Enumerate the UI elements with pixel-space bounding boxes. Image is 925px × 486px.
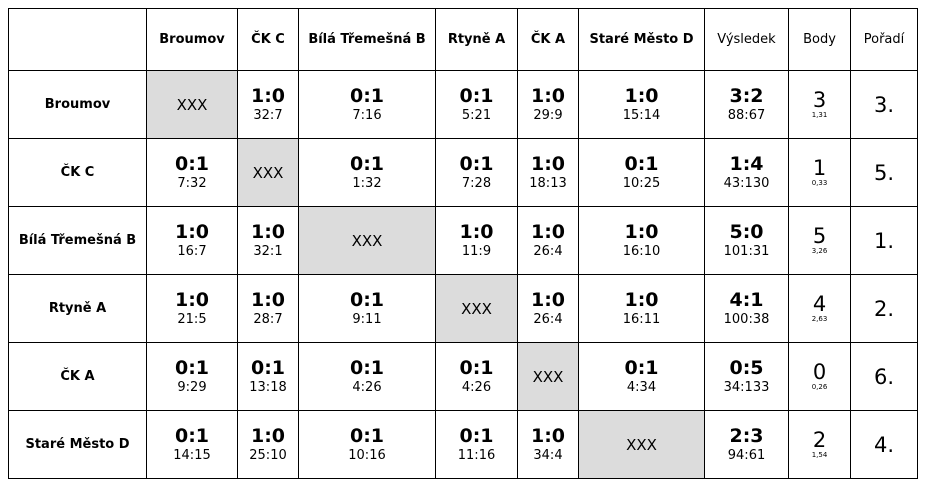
match-points: 14:15 xyxy=(173,448,211,463)
match-score: 1:0 xyxy=(459,221,494,243)
match-score: 0:1 xyxy=(174,425,210,447)
result-points: 43:130 xyxy=(723,176,770,191)
result-points: 101:31 xyxy=(723,244,770,259)
match-points: 15:14 xyxy=(622,108,661,123)
table-row xyxy=(9,139,918,207)
match-score: 0:1 xyxy=(349,289,385,311)
match-cell xyxy=(147,411,238,479)
match-cell xyxy=(299,71,436,139)
match-cell xyxy=(238,71,299,139)
match-cell xyxy=(518,71,579,139)
match-cell xyxy=(238,411,299,479)
match-score: 0:1 xyxy=(624,153,659,175)
header-team: Rtyně A xyxy=(436,9,518,71)
match-points: 7:28 xyxy=(461,176,492,191)
header-team: Staré Město D xyxy=(579,9,705,71)
match-cell xyxy=(436,139,518,207)
header-team: Broumov xyxy=(147,9,238,71)
match-score: 1:0 xyxy=(624,289,659,311)
points-ratio: 1,31 xyxy=(811,111,828,119)
result-cell xyxy=(705,139,789,207)
header-row xyxy=(9,9,918,71)
match-score: 1:0 xyxy=(530,425,566,447)
match-score: 1:0 xyxy=(250,289,286,311)
match-points: 29:9 xyxy=(533,108,563,123)
match-score: 0:1 xyxy=(174,357,210,379)
match-score: 0:1 xyxy=(349,85,385,107)
result-cell xyxy=(705,207,789,275)
self-match-cell: XXX xyxy=(518,343,579,411)
match-points: 16:10 xyxy=(622,244,661,259)
header-rank: Pořadí xyxy=(851,9,918,71)
match-points: 16:7 xyxy=(177,244,207,259)
match-points: 34:4 xyxy=(533,448,563,463)
result-points: 34:133 xyxy=(723,380,770,395)
rank-cell: 5. xyxy=(851,139,918,207)
match-score: 1:0 xyxy=(530,289,566,311)
match-cell xyxy=(299,411,436,479)
row-team-name: Rtyně A xyxy=(9,275,147,343)
match-cell xyxy=(299,275,436,343)
match-cell xyxy=(436,343,518,411)
match-points: 5:21 xyxy=(461,108,492,123)
points-value: 5 xyxy=(812,224,827,248)
points-ratio: 1,54 xyxy=(811,451,828,459)
result-cell xyxy=(705,275,789,343)
match-cell xyxy=(238,207,299,275)
match-score: 0:1 xyxy=(624,357,659,379)
match-points: 16:11 xyxy=(622,312,661,327)
points-cell xyxy=(789,71,851,139)
match-points: 32:7 xyxy=(253,108,283,123)
match-score: 1:0 xyxy=(530,153,566,175)
self-match-cell: XXX xyxy=(436,275,518,343)
points-ratio: 3,26 xyxy=(811,247,828,255)
table-row xyxy=(9,71,918,139)
match-points: 4:26 xyxy=(352,380,382,395)
row-team-name: Staré Město D xyxy=(9,411,147,479)
match-cell xyxy=(147,207,238,275)
points-value: 0 xyxy=(812,360,827,384)
match-cell xyxy=(579,139,705,207)
result-score: 3:2 xyxy=(729,85,764,107)
rank-cell: 4. xyxy=(851,411,918,479)
match-points: 10:25 xyxy=(622,176,661,191)
match-score: 0:1 xyxy=(459,425,494,447)
match-score: 1:0 xyxy=(250,85,286,107)
result-score: 1:4 xyxy=(729,153,764,175)
result-score: 4:1 xyxy=(729,289,764,311)
match-cell xyxy=(579,275,705,343)
points-ratio: 0,33 xyxy=(811,179,828,187)
match-score: 1:0 xyxy=(530,221,566,243)
table-row xyxy=(9,343,918,411)
standings-table xyxy=(8,8,918,479)
match-points: 7:32 xyxy=(177,176,207,191)
match-score: 0:1 xyxy=(349,357,385,379)
match-cell xyxy=(518,411,579,479)
match-score: 1:0 xyxy=(250,221,286,243)
match-cell xyxy=(436,71,518,139)
match-score: 0:1 xyxy=(349,425,385,447)
match-cell xyxy=(579,343,705,411)
match-points: 9:11 xyxy=(352,312,382,327)
match-points: 32:1 xyxy=(253,244,283,259)
match-cell xyxy=(579,207,705,275)
rank-cell: 2. xyxy=(851,275,918,343)
result-points: 94:61 xyxy=(727,448,766,463)
table-row xyxy=(9,275,918,343)
match-cell xyxy=(579,71,705,139)
points-ratio: 0,26 xyxy=(811,383,828,391)
row-team-name: ČK A xyxy=(9,343,147,411)
match-cell xyxy=(518,207,579,275)
match-score: 0:1 xyxy=(459,153,494,175)
match-score: 0:1 xyxy=(459,357,494,379)
match-score: 1:0 xyxy=(174,221,210,243)
header-team: ČK A xyxy=(518,9,579,71)
match-points: 10:16 xyxy=(348,448,386,463)
row-team-name: Broumov xyxy=(9,71,147,139)
rank-cell: 1. xyxy=(851,207,918,275)
result-score: 0:5 xyxy=(729,357,764,379)
header-team: ČK C xyxy=(238,9,299,71)
result-points: 88:67 xyxy=(727,108,766,123)
match-points: 25:10 xyxy=(249,448,287,463)
points-value: 2 xyxy=(812,428,827,452)
header-points: Body xyxy=(789,9,851,71)
rank-cell: 3. xyxy=(851,71,918,139)
match-score: 1:0 xyxy=(174,289,210,311)
match-cell xyxy=(238,275,299,343)
header-result: Výsledek xyxy=(705,9,789,71)
match-cell xyxy=(147,275,238,343)
header-team: Bílá Třemešná B xyxy=(299,9,436,71)
table-row xyxy=(9,411,918,479)
match-points: 26:4 xyxy=(533,312,563,327)
result-cell xyxy=(705,411,789,479)
result-cell xyxy=(705,343,789,411)
match-cell xyxy=(518,139,579,207)
match-score: 0:1 xyxy=(459,85,494,107)
match-score: 0:1 xyxy=(250,357,286,379)
match-points: 7:16 xyxy=(352,108,382,123)
result-points: 100:38 xyxy=(723,312,770,327)
result-cell xyxy=(705,71,789,139)
match-score: 1:0 xyxy=(250,425,286,447)
match-cell xyxy=(299,139,436,207)
points-cell xyxy=(789,207,851,275)
match-points: 11:16 xyxy=(457,448,496,463)
match-cell xyxy=(436,207,518,275)
match-points: 21:5 xyxy=(177,312,207,327)
points-value: 3 xyxy=(812,88,827,112)
points-value: 4 xyxy=(812,292,827,316)
match-cell xyxy=(299,343,436,411)
points-value: 1 xyxy=(812,156,827,180)
self-match-cell: XXX xyxy=(579,411,705,479)
match-points: 11:9 xyxy=(461,244,492,259)
match-points: 13:18 xyxy=(249,380,287,395)
match-score: 0:1 xyxy=(174,153,210,175)
match-cell xyxy=(436,411,518,479)
match-cell xyxy=(518,275,579,343)
table-row xyxy=(9,207,918,275)
match-points: 4:26 xyxy=(461,380,492,395)
self-match-cell: XXX xyxy=(299,207,436,275)
points-cell xyxy=(789,139,851,207)
match-points: 9:29 xyxy=(177,380,207,395)
row-team-name: Bílá Třemešná B xyxy=(9,207,147,275)
match-score: 0:1 xyxy=(349,153,385,175)
rank-cell: 6. xyxy=(851,343,918,411)
match-points: 4:34 xyxy=(626,380,657,395)
match-points: 26:4 xyxy=(533,244,563,259)
match-points: 28:7 xyxy=(253,312,283,327)
match-score: 1:0 xyxy=(624,221,659,243)
result-score: 2:3 xyxy=(729,425,764,447)
match-cell xyxy=(147,139,238,207)
row-team-name: ČK C xyxy=(9,139,147,207)
points-cell xyxy=(789,343,851,411)
match-score: 1:0 xyxy=(530,85,566,107)
self-match-cell: XXX xyxy=(238,139,299,207)
result-score: 5:0 xyxy=(729,221,764,243)
match-score: 1:0 xyxy=(624,85,659,107)
points-cell xyxy=(789,411,851,479)
match-cell xyxy=(147,343,238,411)
corner-cell xyxy=(9,9,147,71)
match-cell xyxy=(238,343,299,411)
self-match-cell: XXX xyxy=(147,71,238,139)
points-ratio: 2,63 xyxy=(811,315,828,323)
match-points: 18:13 xyxy=(529,176,567,191)
points-cell xyxy=(789,275,851,343)
match-points: 1:32 xyxy=(352,176,382,191)
